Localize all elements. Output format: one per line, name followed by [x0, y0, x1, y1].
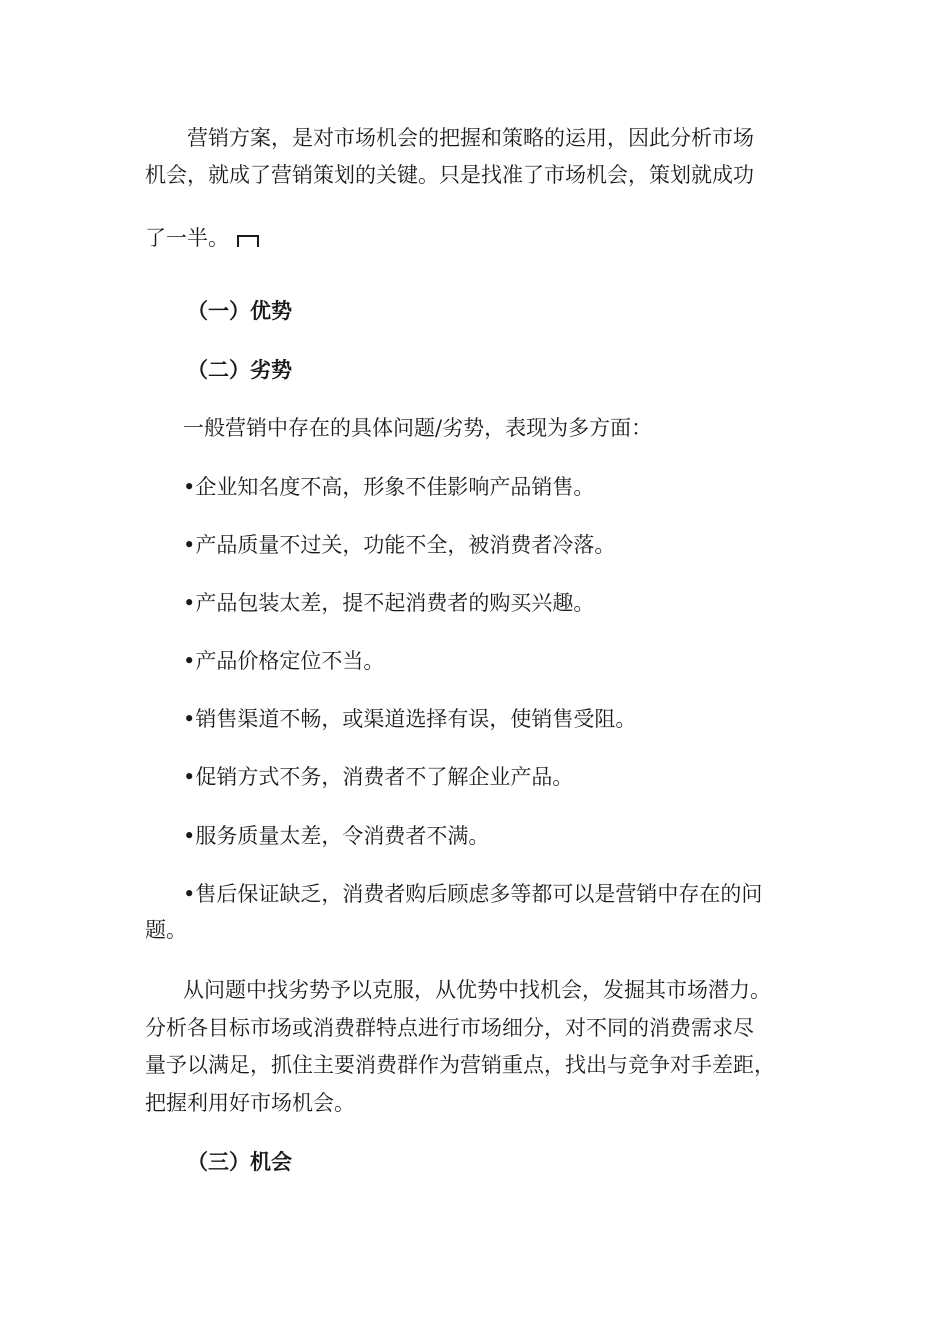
heading-disadvantage: （二）劣势: [187, 357, 292, 382]
analysis-line-3: 量予以满足，抓住主要消费群作为营销重点，找出与竞争对手差距，: [145, 1053, 775, 1077]
intro-line-3: [145, 220, 805, 257]
heading-opportunity: （三）机会: [187, 1149, 292, 1174]
list-item: •产品价格定位不当。: [183, 649, 385, 673]
intro-line-2: 机会，就成了营销策划的关键。只是找准了市场机会，策划就成功: [145, 163, 754, 187]
list-item: •产品质量不过关，功能不全，被消费者冷落。: [183, 533, 616, 557]
intro-line-3-text: 了一半。: [145, 226, 229, 250]
bracket-mark-icon: [237, 235, 259, 247]
list-item: •产品包装太差，提不起消费者的购买兴趣。: [183, 591, 595, 615]
list-item-continuation: 题。: [145, 918, 187, 942]
list-item: •促销方式不务，消费者不了解企业产品。: [183, 765, 574, 789]
analysis-line-1: 从问题中找劣势予以克服，从优势中找机会，发掘其市场潜力。: [183, 978, 771, 1002]
list-item: •销售渠道不畅，或渠道选择有误，使销售受阻。: [183, 707, 637, 731]
list-item: •售后保证缺乏，消费者购后顾虑多等都可以是营销中存在的问: [183, 882, 763, 906]
problems-intro: 一般营销中存在的具体问题/劣势，表现为多方面：: [183, 416, 653, 440]
list-item: •服务质量太差，令消费者不满。: [183, 824, 490, 848]
heading-advantage: （一）优势: [187, 298, 292, 323]
analysis-line-2: 分析各目标市场或消费群特点进行市场细分，对不同的消费需求尽: [145, 1016, 754, 1040]
list-item: •企业知名度不高，形象不佳影响产品销售。: [183, 475, 595, 499]
intro-line-1: 营销方案，是对市场机会的把握和策略的运用，因此分析市场: [187, 126, 754, 150]
analysis-line-4: 把握利用好市场机会。: [145, 1091, 355, 1115]
